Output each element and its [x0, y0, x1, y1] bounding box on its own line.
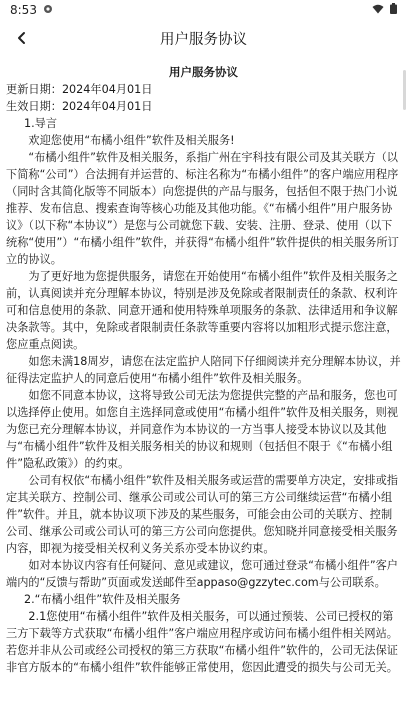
wifi-icon	[372, 3, 384, 17]
document-title: 用户服务协议	[169, 65, 238, 79]
back-arrow-icon	[16, 31, 28, 45]
notification-icon	[43, 3, 53, 17]
scrollbar[interactable]	[403, 70, 406, 110]
status-time: 8:53	[10, 3, 37, 17]
battery-icon	[390, 3, 397, 17]
paragraph-7: 如对本协议内容有任何疑问、意见或建议，您可通过登录“布橘小组件”客户端内的“反馈与帮助”页面或发送邮件至appaso@gzzytec.com与公司联系。	[6, 559, 398, 589]
status-bar	[0, 0, 407, 20]
paragraph-3: 为了更好地为您提供服务，请您在开始使用“布橘小组件”软件及相关服务之前，认真阅读并充分理解本协议，特别是涉及免除或者限制责任的条款、权利许可和信息使用的条款、同意开通和使用特殊单项服务的条款、法律适用和争议解决条款等。其中，免除或者限制责任条款等重要内容将以加粗形式提示您注意，您应重点阅读。	[6, 270, 398, 351]
paragraph-2: “布橘小组件”软件及相关服务，系指广州在宇科技有限公司及其关联方（以下简称“公司”）合法拥有并运营的、标注名称为“布橘小组件”的客户端应用程序（同时含其简化版等不同版本）向您提供的产品与服务，包括但不限于热门小说推荐、发布信息、搜索查询等核心功能及其他功能。《“布橘小组件”用户服务协议》（以下称“本协议”）是您与公司就您下载、安装、注册、登录、使用（以下统称“使用”）“布橘小组件”软件，并获得“布橘小组件”软件提供的相关服务所订立的协议。	[6, 151, 399, 266]
agreement-content[interactable]	[0, 56, 407, 724]
paragraph-6: 公司有权依“布橘小组件”软件及相关服务或运营的需要单方决定，安排或指定其关联方、控制公司、继承公司或公司认可的第三方公司继续运营“布橘小组件”软件。并且，就本协议项下涉及的某些服务，可能会由公司的关联方、控制公司、继承公司或公司认可的第三方公司向您提供。您知晓并同意接受相关服务内容，即视为接受相关权利义务关系亦受本协议约束。	[6, 474, 398, 555]
page-title: 用户服务协议	[160, 31, 247, 48]
paragraph-4: 如您未满18周岁，请您在法定监护人陪同下仔细阅读并充分理解本协议，并征得法定监护人的同意后使用“布橘小组件”软件及相关服务。	[6, 355, 401, 385]
paragraph-1: 欢迎您使用“布橘小组件”软件及相关服务!	[28, 134, 235, 147]
update-date: 更新日期：2024年04月01日	[6, 83, 153, 96]
section-2-heading: 2.“布橘小组件”软件及相关服务	[24, 593, 181, 606]
status-right	[372, 3, 397, 17]
app-bar	[0, 20, 407, 56]
status-left	[10, 3, 53, 17]
section-2-paragraph-1: 2.1您使用“布橘小组件”软件及相关服务，可以通过预装、公司已授权的第三方下载等方式获取“布橘小组件”客户端应用程序或访问布橘小组件相关网站。若您并非从公司或经公司授权的第三方获取“布橘小组件”软件的，公司无法保证非官方版本的“布橘小组件”软件能够正常使用，您因此遭受的损失与公司无关。	[6, 610, 398, 674]
effective-date: 生效日期：2024年04月01日	[6, 100, 153, 113]
back-button[interactable]	[8, 24, 36, 52]
paragraph-5: 如您不同意本协议，这将导致公司无法为您提供完整的产品和服务，您也可以选择停止使用。如您自主选择同意或使用“布橘小组件”软件及相关服务，则视为您已充分理解本协议，并同意作为本协议的一方当事人接受本协议以及其他与“布橘小组件”软件及相关服务相关的协议和规则（包括但不限于《“布橘小组件”隐私政策》）的约束。	[6, 389, 398, 470]
section-1-heading: 1.导言	[24, 117, 58, 130]
